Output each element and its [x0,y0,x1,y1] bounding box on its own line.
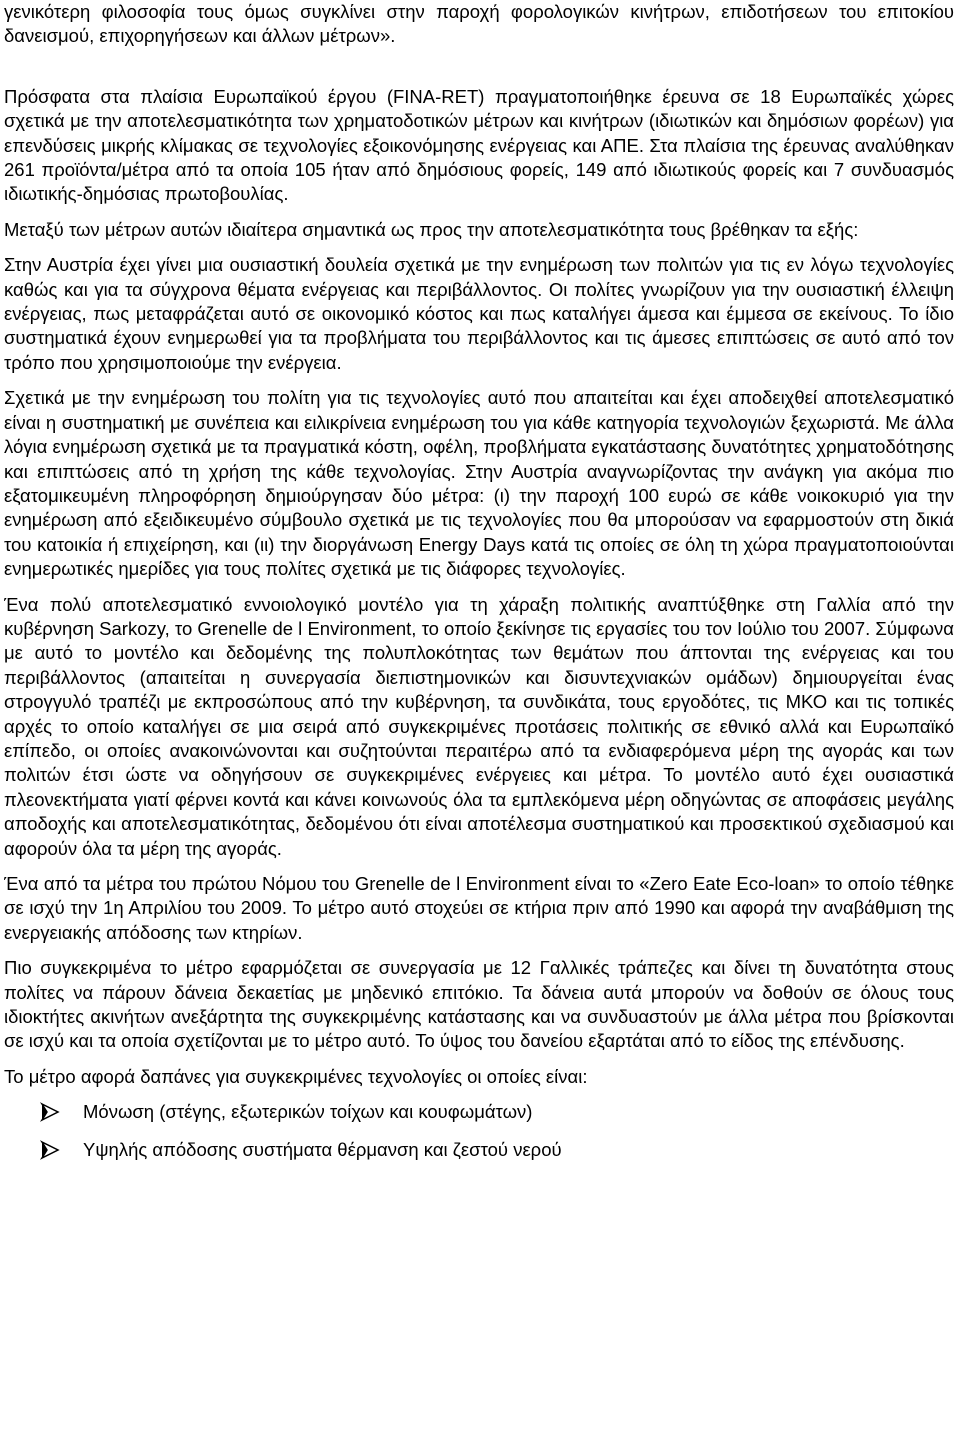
arrow-bullet-icon [39,1139,61,1161]
list-item [4,1138,954,1162]
list-item-label: Υψηλής απόδοσης συστήματα θέρμανση και ζεστού νερού [83,1138,562,1160]
list-item-label: Μόνωση (στέγης, εξωτερικών τοίχων και κουφωμάτων) [83,1101,533,1123]
technologies-list [4,1100,954,1162]
paragraph-loan-details: Πιο συγκεκριμένα το μέτρο εφαρμόζεται σε συνεργασία με 12 Γαλλικές τράπεζες και δίνει τη δυνατότητα στους πολίτες να πάρουν δάνεια δεκαετίας με μηδενικό επιτόκιο. Τα δάνεια αυτά μπορούν να δοθούν σε όλους τους ιδιοκτήτες ακινήτων ανεξάρτητα της συγκεκριμένης κατάστασης και να συνδυαστούν με άλλα μέτρα που βρίσκονται σε ισχύ και τα οποία σχετίζονται με το μέτρο αυτό. Το ύψος του δανείου εξαρτάται από το είδος της επένδυσης. [4,957,954,1052]
paragraph-intro-continuation: γενικότερη φιλοσοφία τους όμως συγκλίνει στην παροχή φορολογικών κινήτρων, επιδοτήσεων του επιτοκίου δανεισμού, επιχορηγήσεων και άλλων μέτρων». [4,1,954,47]
paragraph-grenelle-model: Ένα πολύ αποτελεσματικό εννοιολογικό μοντέλο για τη χάραξη πολιτικής αναπτύξθηκε στη Γαλλία από την κυβέρνηση Sarkozy, το Grenelle de l Environment, το οποίο ξεκίνησε τις εργασίες του τον Ιούλιο του 2007. Σύμφωνα με αυτό το μοντέλο και δεδομένης της πολυπλοκότητας των θεμάτων που άπτονται της ενέργειας και του περιβάλλοντος (απαιτείται η συνεργασία διεπιστημονικών και δισυντεχνιακών ομάδων) δημιουργείται ένας στρογγυλό τραπέζι με εκπροσώπους από την κυβέρνηση, τα συνδικάτα, τους εργοδότες, τις ΜΚΟ και τις τοπικές αρχές το οποίο καταλήγει σε μια σειρά από συγκεκριμένες προτάσεις πολιτικής σε εθνικό αλλά και Ευρωπαϊκό επίπεδο, οι οποίες ανακοινώνονται και συζητούνται περαιτέρω από τα ενδιαφερόμενα μέρη της αγοράς και των πολιτών έτσι ώστε να οδηγήσουν σε συγκεκριμένες ενέργειες και μέτρα. Το μοντέλο αυτό έχει ουσιαστικά πλεονεκτήματα γιατί φέρνει κοντά και κάνει κοινωνούς όλα τα εμπλεκόμενα μέρη οδηγώντας σε αποφάσεις μεγάλης αποδοχής και αποτελεσματικότητας, δεδομένου ότι είναι αποτέλεσμα συστηματικού και προσεκτικού σχεδιασμού και αφορούν όλα τα μέρη της αγοράς. [4,593,954,859]
paragraph-citizen-information: Σχετικά με την ενημέρωση του πολίτη για τις τεχνολογίες αυτό που απαιτείται και έχει αποδειχθεί αποτελεσματικό είναι η συστηματική με συνέπεια και ειλικρίνεια ενημέρωση του για κάθε κατηγορία τεχνολογιών ξεχωριστά. Με άλλα λόγια ενημέρωση σχετικά με τα πραγματικά κόστη, οφέλη, προβλήματα εγκατάστασης δυνατότητες χρηματοδότησης και επιπτώσεις από τη χρήση της κάθε τεχνολογίας. Στην Αυστρία αναγνωρίζοντας την ανάγκη για ακόμα πιο εξατομικευμένη πληροφόρηση δημιούργησαν δύο μέτρα: (ι) την παροχή 100 ευρώ σε κάθε νοικοκυριό για την ενημέρωση από εξειδικευμένο σύμβουλο σχετικά με τις τεχνολογίες που θα μπορούσαν να εφαρμοστούν στη δικιά του κατοικία ή επιχείρηση, και (ιι) την διοργάνωση Energy Days κατά τις οποίες σε όλη τη χώρα πραγματοποιούνται ενημερωτικές ημερίδες για τους πολίτες σχετικά με τις διάφορες τεχνολογίες. [4,387,954,580]
paragraph-technologies-intro: Το μέτρο αφορά δαπάνες για συγκεκριμένες τεχνολογίες οι οποίες είναι: [4,1065,588,1087]
paragraph-zero-eco-loan: Ένα από τα μέτρα του πρώτου Νόμου του Grenelle de l Environment είναι το «Zero Eate Eco-loan» το οποίο τέθηκε σε ισχύ την 1η Απριλίου του 2009. Το μέτρο αυτό στοχεύει σε κτήρια πριν από 1990 και αφορά την αναβάθμιση της ενεργειακής απόδοσης των κτηρίων. [4,873,954,943]
paragraph-austria-information: Στην Αυστρία έχει γίνει μια ουσιαστική δουλεία σχετικά με την ενημέρωση των πολιτών για τις εν λόγω τεχνολογίες καθώς και για τα σύγχρονα θέματα ενέργειας και περιβάλλοντος. Οι πολίτες γνωρίζουν για την ουσιαστική έλλειψη ενέργειας, πως μεταφράζεται αυτό σε οικονομικό κόστος και πως καταλήγει άμεσα και έμμεσα σε εκείνους. Το ίδιο συστηματικά έχουν ενημερωθεί για τα προβλήματα του περιβάλλοντος και τις άμεσες επιπτώσεις σε αυτό από τον τρόπο που χρησιμοποιούμε την ενέργεια. [4,254,954,373]
paragraph-effective-measures: Μεταξύ των μέτρων αυτών ιδιαίτερα σημαντικά ως προς την αποτελεσματικότητα τους βρέθηκαν τα εξής: [4,218,859,240]
paragraph-fina-ret-survey: Πρόσφατα στα πλαίσια Ευρωπαϊκού έργου (FINA-RET) πραγματοποιήθηκε έρευνα σε 18 Ευρωπαϊκές χώρες σχετικά με την αποτελεσματικότητα των χρηματοδοτικών μέτρων και κινήτρων (ιδιωτικών και δημόσιων φορέων) για επενδύσεις μικρής κλίμακας σε τεχνολογίες εξοικονόμησης ενέργειας και ΑΠΕ. Στα πλαίσια της έρευνας αναλύθηκαν 261 προϊόντα/μέτρα από τα οποία 105 ήταν από δημόσιους φορείς, 149 από ιδιωτικούς φορείς και 7 συνδυασμός ιδιωτικής-δημόσιας πρωτοβουλίας. [4,85,954,205]
list-item [4,1100,954,1124]
arrow-bullet-icon [39,1101,61,1123]
document-page [4,0,954,1450]
